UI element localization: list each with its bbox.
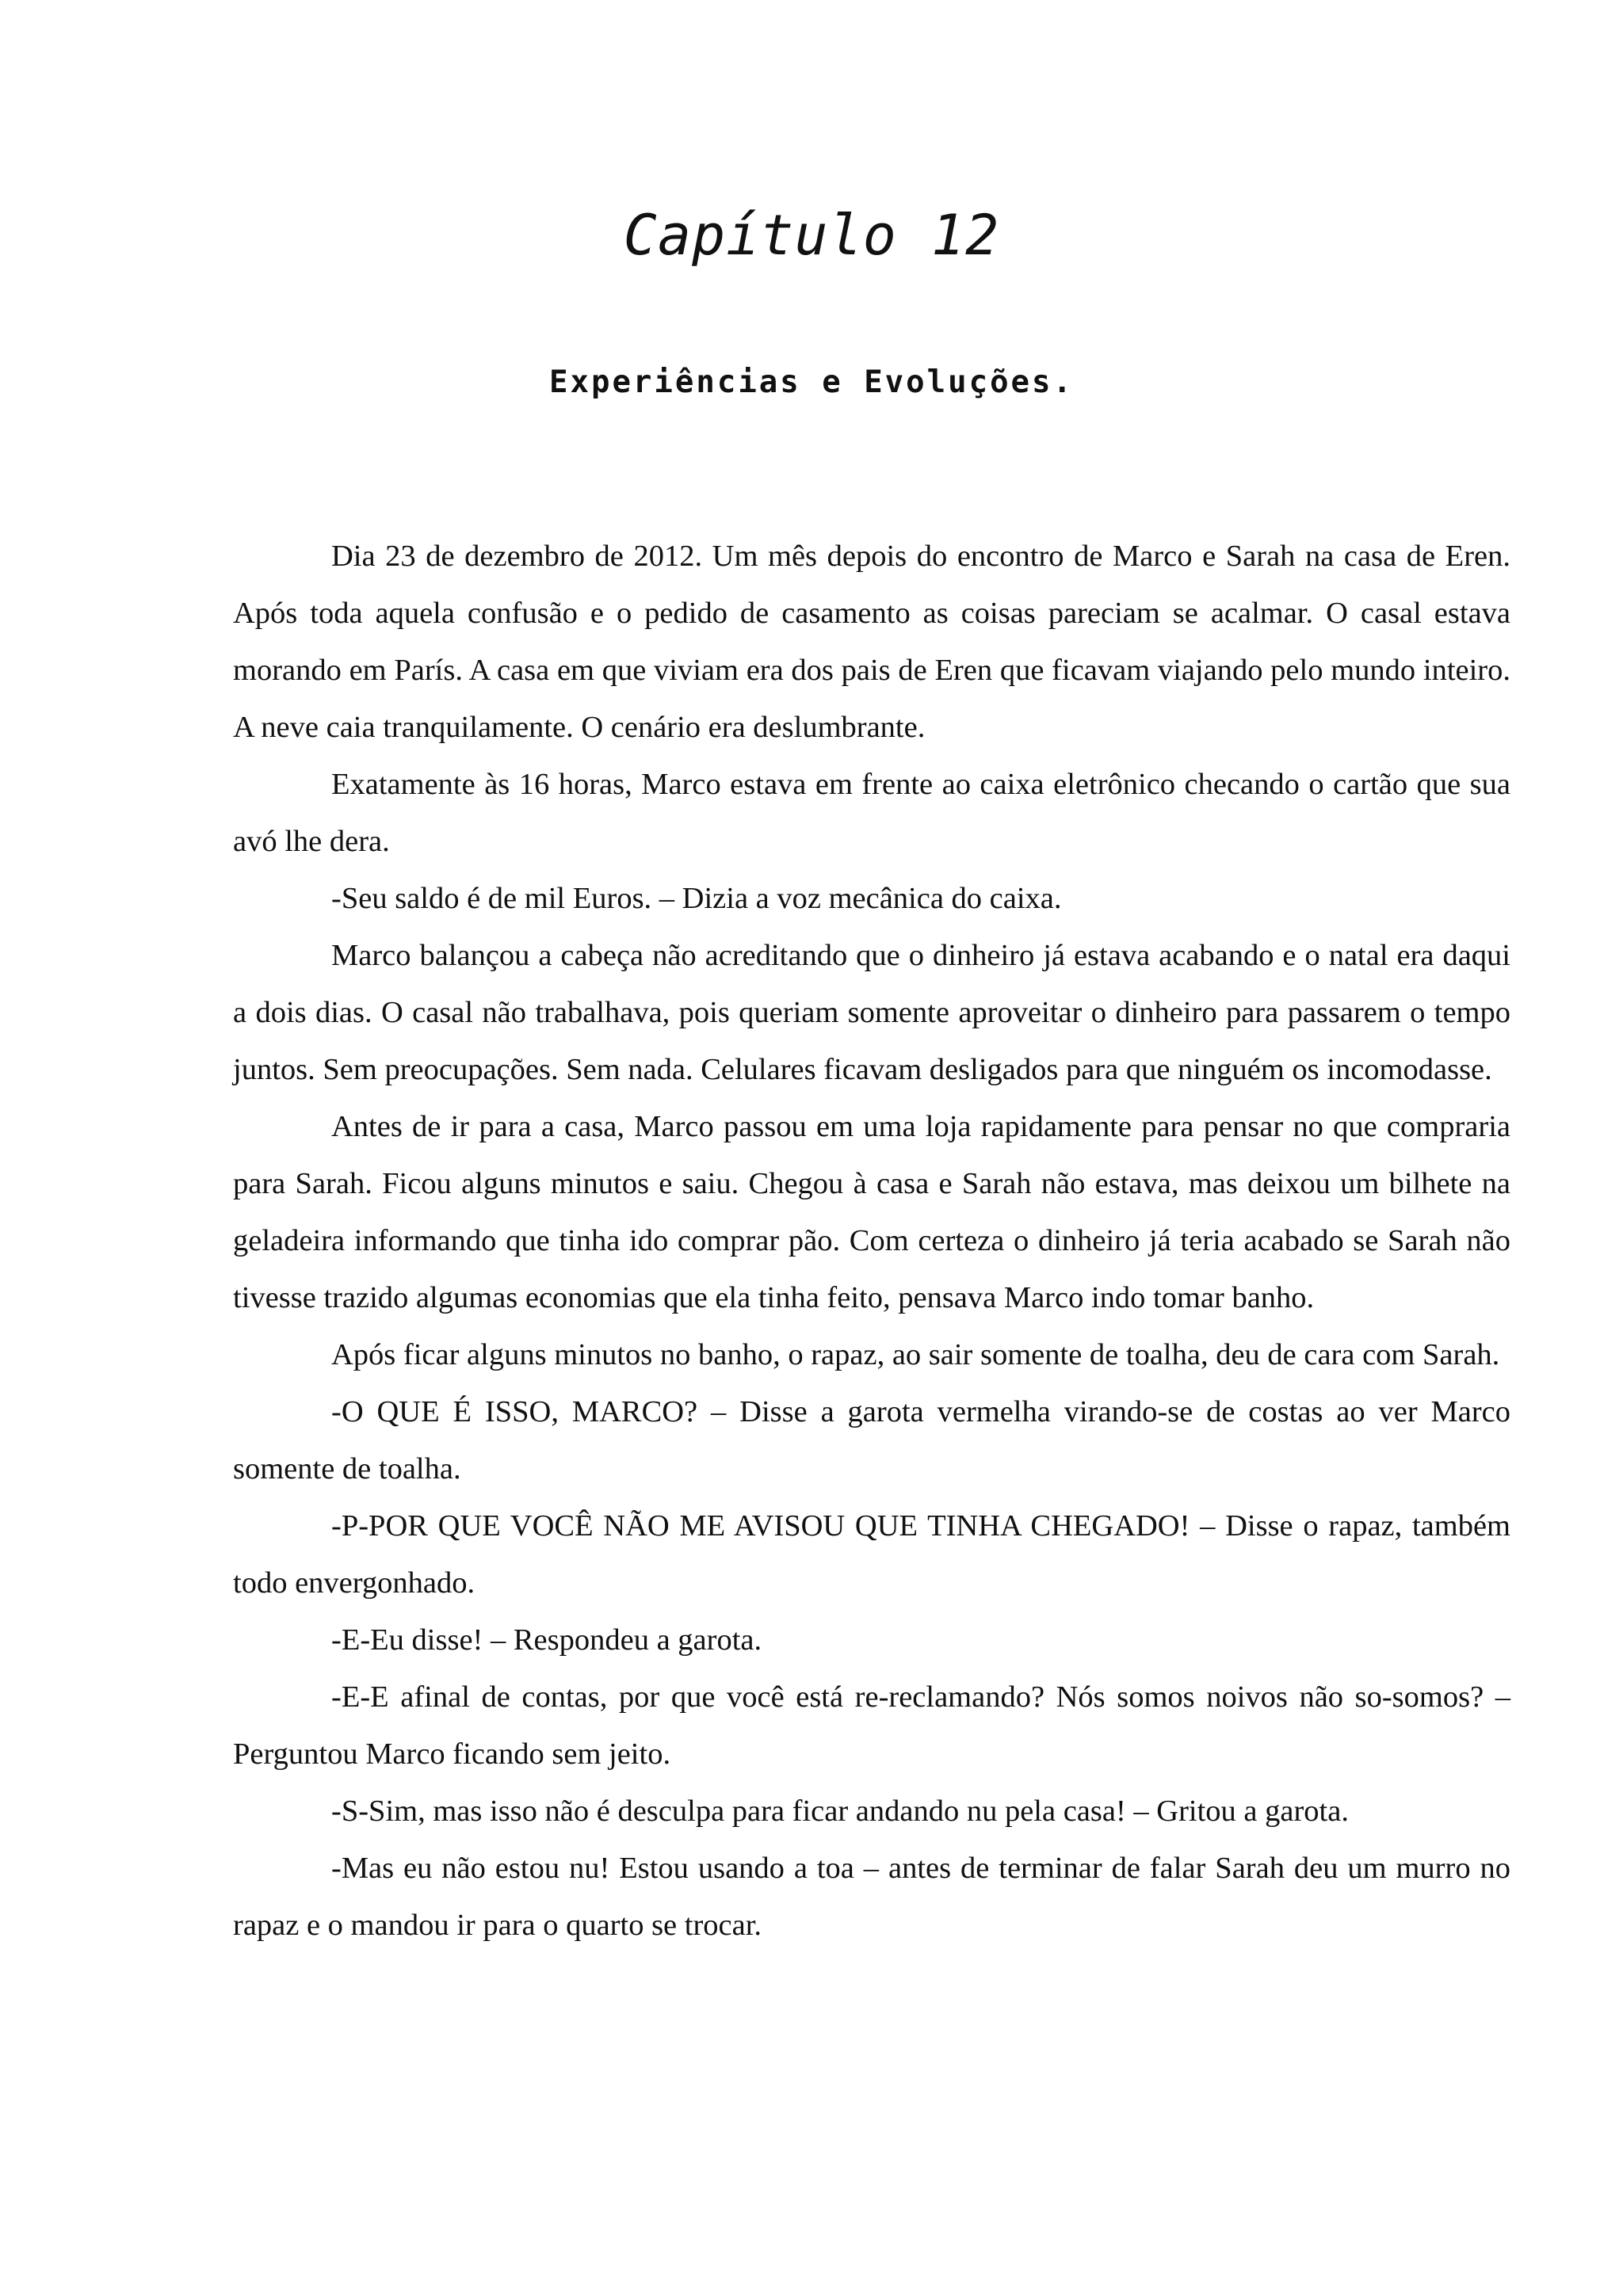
paragraph: Marco balançou a cabeça não acreditando que o dinheiro já estava acabando e o natal era daqui a dois dias. O casal não trabalhava, pois queriam somente aproveitar o dinheiro para passarem o tempo juntos. Sem preocupações. Sem nada. Celulares ficavam desligados para que ninguém os incomodasse. — [233, 939, 1510, 1086]
paragraph: Exatamente às 16 horas, Marco estava em frente ao caixa eletrônico checando o cartão que sua avó lhe dera. — [233, 768, 1510, 858]
paragraph: Antes de ir para a casa, Marco passou em uma loja rapidamente para pensar no que compraria para Sarah. Ficou alguns minutos e saiu. Chegou à casa e Sarah não estava, mas deixou um bilhete na geladeira informando que tinha ido comprar pão. Com certeza o dinheiro já teria acabado se Sarah não tivesse trazido algumas economias que ela tinha feito, pensava Marco indo tomar banho. — [233, 1110, 1510, 1314]
paragraph: -Mas eu não estou nu! Estou usando a toa – antes de terminar de falar Sarah deu um murro no rapaz e o mandou ir para o quarto se trocar. — [233, 1852, 1510, 1942]
paragraph: -E-E afinal de contas, por que você está re-reclamando? Nós somos noivos não so-somos? – Perguntou Marco ficando sem jeito. — [233, 1680, 1510, 1771]
chapter-subtitle: Experiências e Evoluções. — [549, 364, 1074, 400]
paragraph: -P-POR QUE VOCÊ NÃO ME AVISOU QUE TINHA CHEGADO! – Disse o rapaz, também todo envergonhado. — [233, 1509, 1510, 1600]
paragraph: Dia 23 de dezembro de 2012. Um mês depois do encontro de Marco e Sarah na casa de Eren. Após toda aquela confusão e o pedido de casamento as coisas pareciam se acalmar. O casal estava morando em París. A casa em que viviam era dos pais de Eren que ficavam viajando pelo mundo inteiro. A neve caia tranquilamente. O cenário era deslumbrante. — [233, 540, 1510, 744]
paragraph: -E-Eu disse! – Respondeu a garota. — [331, 1623, 762, 1657]
chapter-title: Capítulo 12 — [623, 203, 1000, 268]
chapter-body — [233, 528, 1510, 1954]
paragraph: -Seu saldo é de mil Euros. – Dizia a voz mecânica do caixa. — [331, 882, 1062, 915]
paragraph: -S-Sim, mas isso não é desculpa para ficar andando nu pela casa! – Gritou a garota. — [331, 1794, 1349, 1828]
paragraph: -O QUE É ISSO, MARCO? – Disse a garota vermelha virando-se de costas ao ver Marco somente de toalha. — [233, 1395, 1510, 1486]
paragraph: Após ficar alguns minutos no banho, o rapaz, ao sair somente de toalha, deu de cara com Sarah. — [331, 1338, 1500, 1371]
